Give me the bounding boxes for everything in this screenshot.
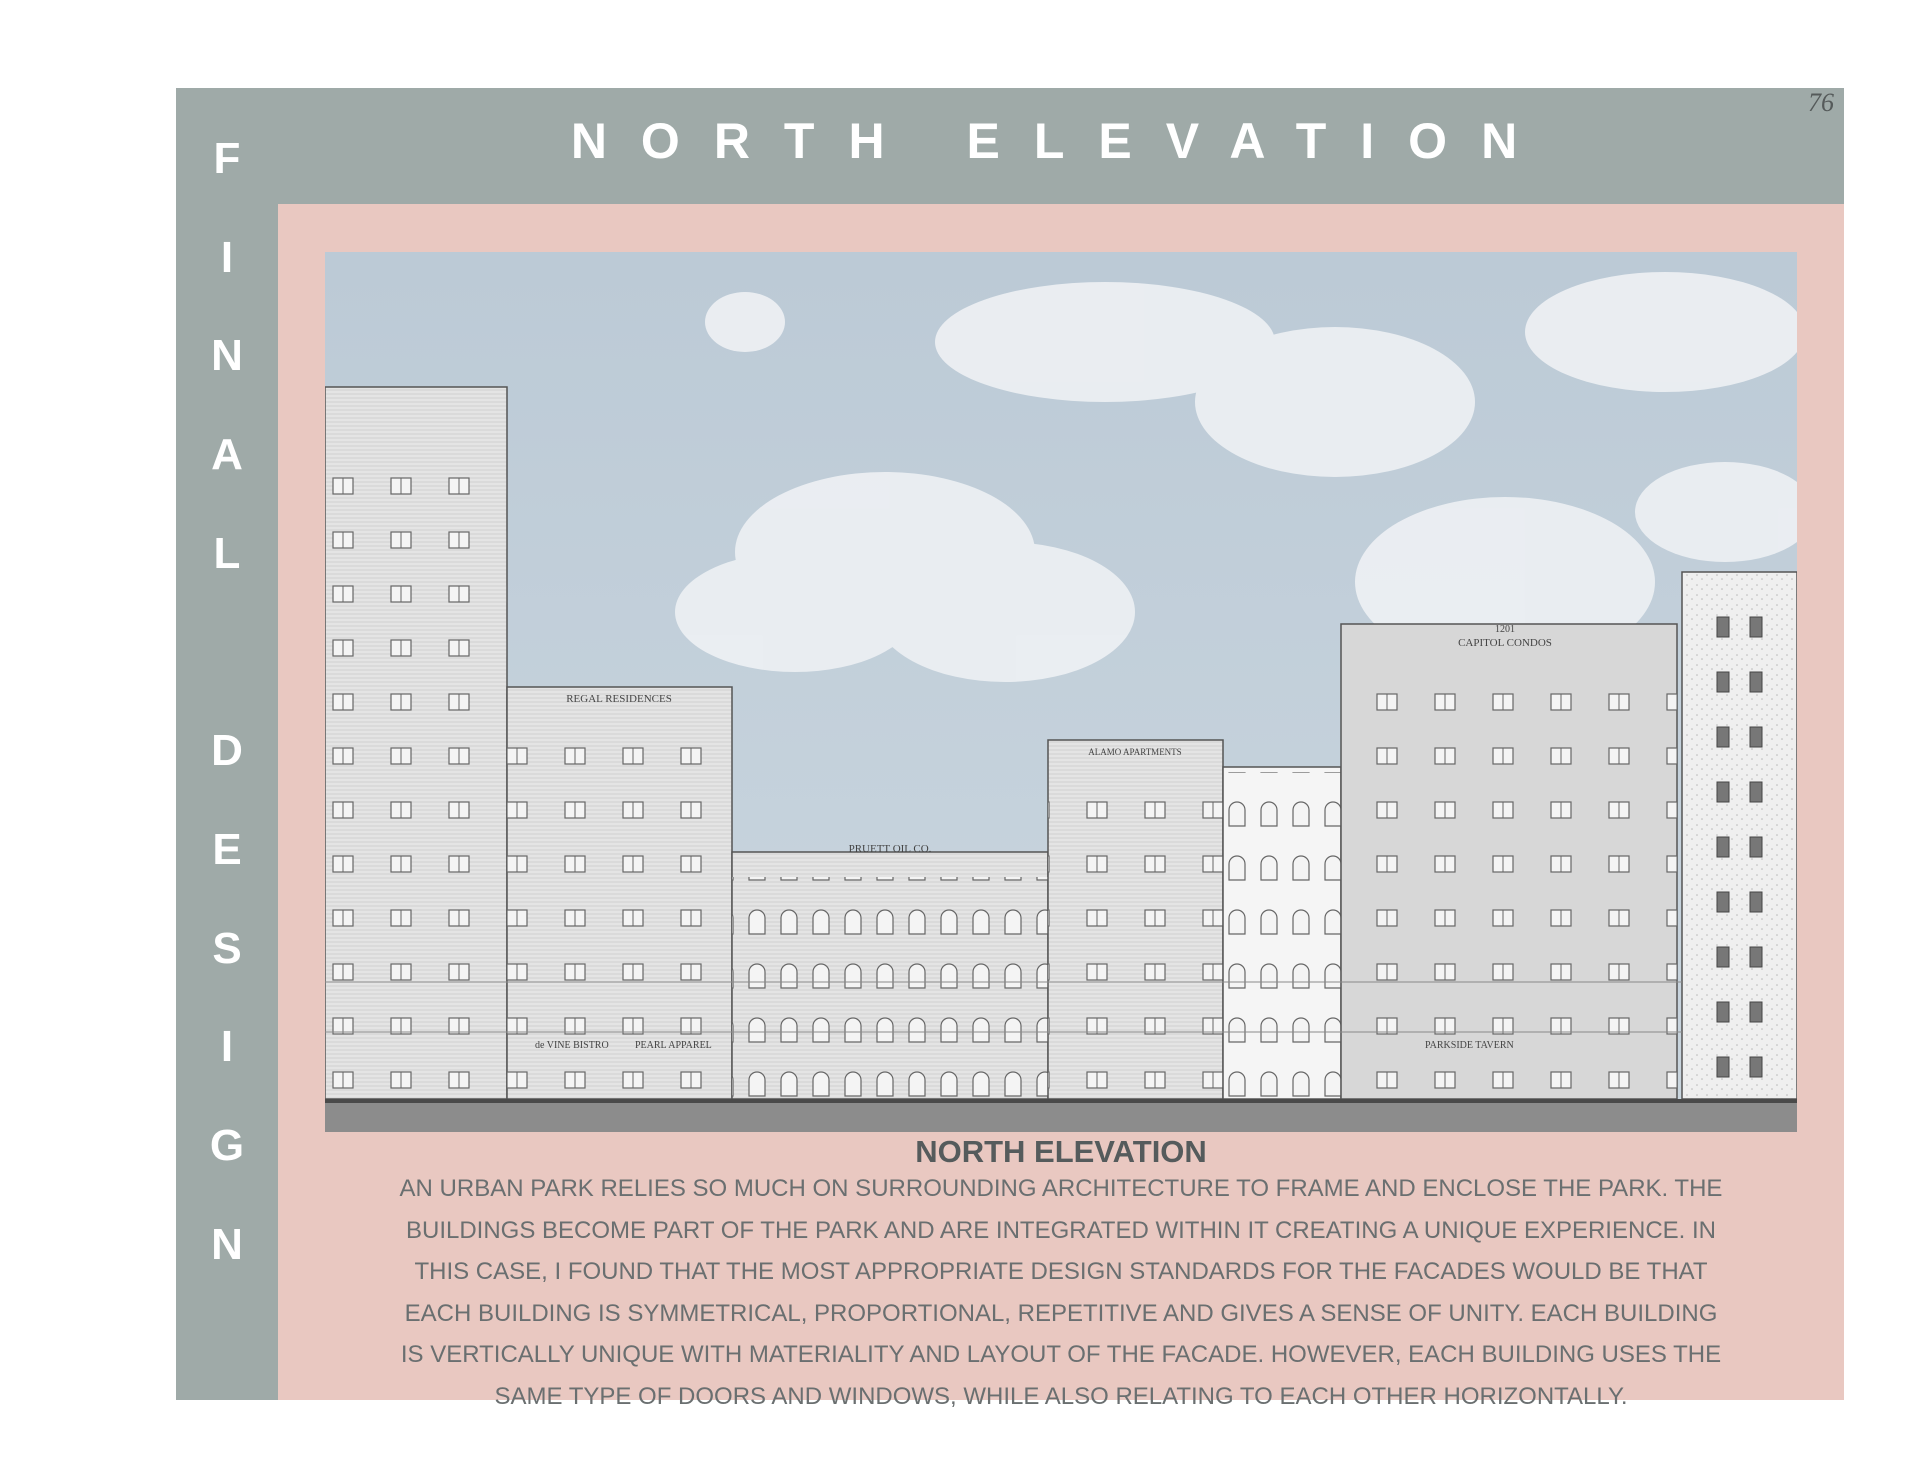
sign-bistro: de VINE BISTRO bbox=[535, 1040, 609, 1051]
building-tower-left bbox=[325, 387, 507, 1099]
sidebar-letter: I bbox=[220, 1022, 234, 1071]
sidebar-letter: N bbox=[211, 331, 243, 380]
sidebar-letter: L bbox=[213, 529, 241, 578]
body-line: IS VERTICALLY UNIQUE WITH MATERIALITY AND LAYOUT OF THE FACADE. HOWEVER, EACH BUILDING USES THE bbox=[400, 1341, 1722, 1368]
ground bbox=[325, 1099, 1797, 1132]
sidebar-letter: D bbox=[211, 726, 243, 775]
sidebar-letter: S bbox=[212, 924, 242, 973]
figure-caption: NORTH ELEVATION bbox=[915, 1134, 1207, 1169]
body-line: EACH BUILDING IS SYMMETRICAL, PROPORTIONAL, REPETITIVE AND GIVES A SENSE OF UNITY. EACH BUILDING bbox=[404, 1299, 1718, 1327]
sidebar-letter: I bbox=[220, 233, 234, 282]
page-number: 76 bbox=[1808, 88, 1834, 117]
sidebar-letter: A bbox=[211, 430, 243, 479]
sign-capitol: CAPITOL CONDOS bbox=[1458, 637, 1552, 649]
sidebar-letter: G bbox=[209, 1121, 245, 1170]
sidebar-letter: N bbox=[211, 1220, 243, 1269]
building-tower-right bbox=[1682, 572, 1797, 1099]
sidebar-letter: F bbox=[213, 134, 241, 183]
building-capitol-condos bbox=[1341, 624, 1677, 1099]
sign-regal: REGAL RESIDENCES bbox=[566, 693, 672, 705]
body-line: BUILDINGS BECOME PART OF THE PARK AND ARE INTEGRATED WITHIN IT CREATING A UNIQUE EXPERIENCE. IN bbox=[405, 1216, 1716, 1244]
sign-alamo: ALAMO APARTMENTS bbox=[1088, 747, 1182, 757]
sidebar bbox=[176, 88, 278, 1400]
sign-pearl: PEARL APPAREL bbox=[635, 1040, 712, 1051]
body-paragraph bbox=[338, 1168, 1784, 1417]
north-elevation-drawing bbox=[325, 252, 1797, 1132]
body-line: THIS CASE, I FOUND THAT THE MOST APPROPRIATE DESIGN STANDARDS FOR THE FACADES WOULD BE THAT bbox=[414, 1258, 1708, 1285]
building-arched bbox=[1223, 767, 1341, 1099]
building-regal-residences bbox=[507, 687, 732, 1099]
building-pruett-oil bbox=[732, 843, 1048, 1099]
sign-capitol-number: 1201 bbox=[1495, 624, 1515, 635]
sign-pruett: PRUETT OIL CO. bbox=[848, 843, 932, 855]
body-line: SAME TYPE OF DOORS AND WINDOWS, WHILE ALSO RELATING TO EACH OTHER HORIZONTALLY. bbox=[494, 1382, 1628, 1410]
body-line: AN URBAN PARK RELIES SO MUCH ON SURROUNDING ARCHITECTURE TO FRAME AND ENCLOSE THE PARK. THE bbox=[399, 1175, 1723, 1202]
building-alamo-apartments bbox=[1048, 740, 1223, 1099]
sign-tavern: PARKSIDE TAVERN bbox=[1425, 1040, 1514, 1051]
sidebar-letter: E bbox=[212, 825, 242, 874]
page-title: NORTH ELEVATION bbox=[570, 113, 1552, 169]
